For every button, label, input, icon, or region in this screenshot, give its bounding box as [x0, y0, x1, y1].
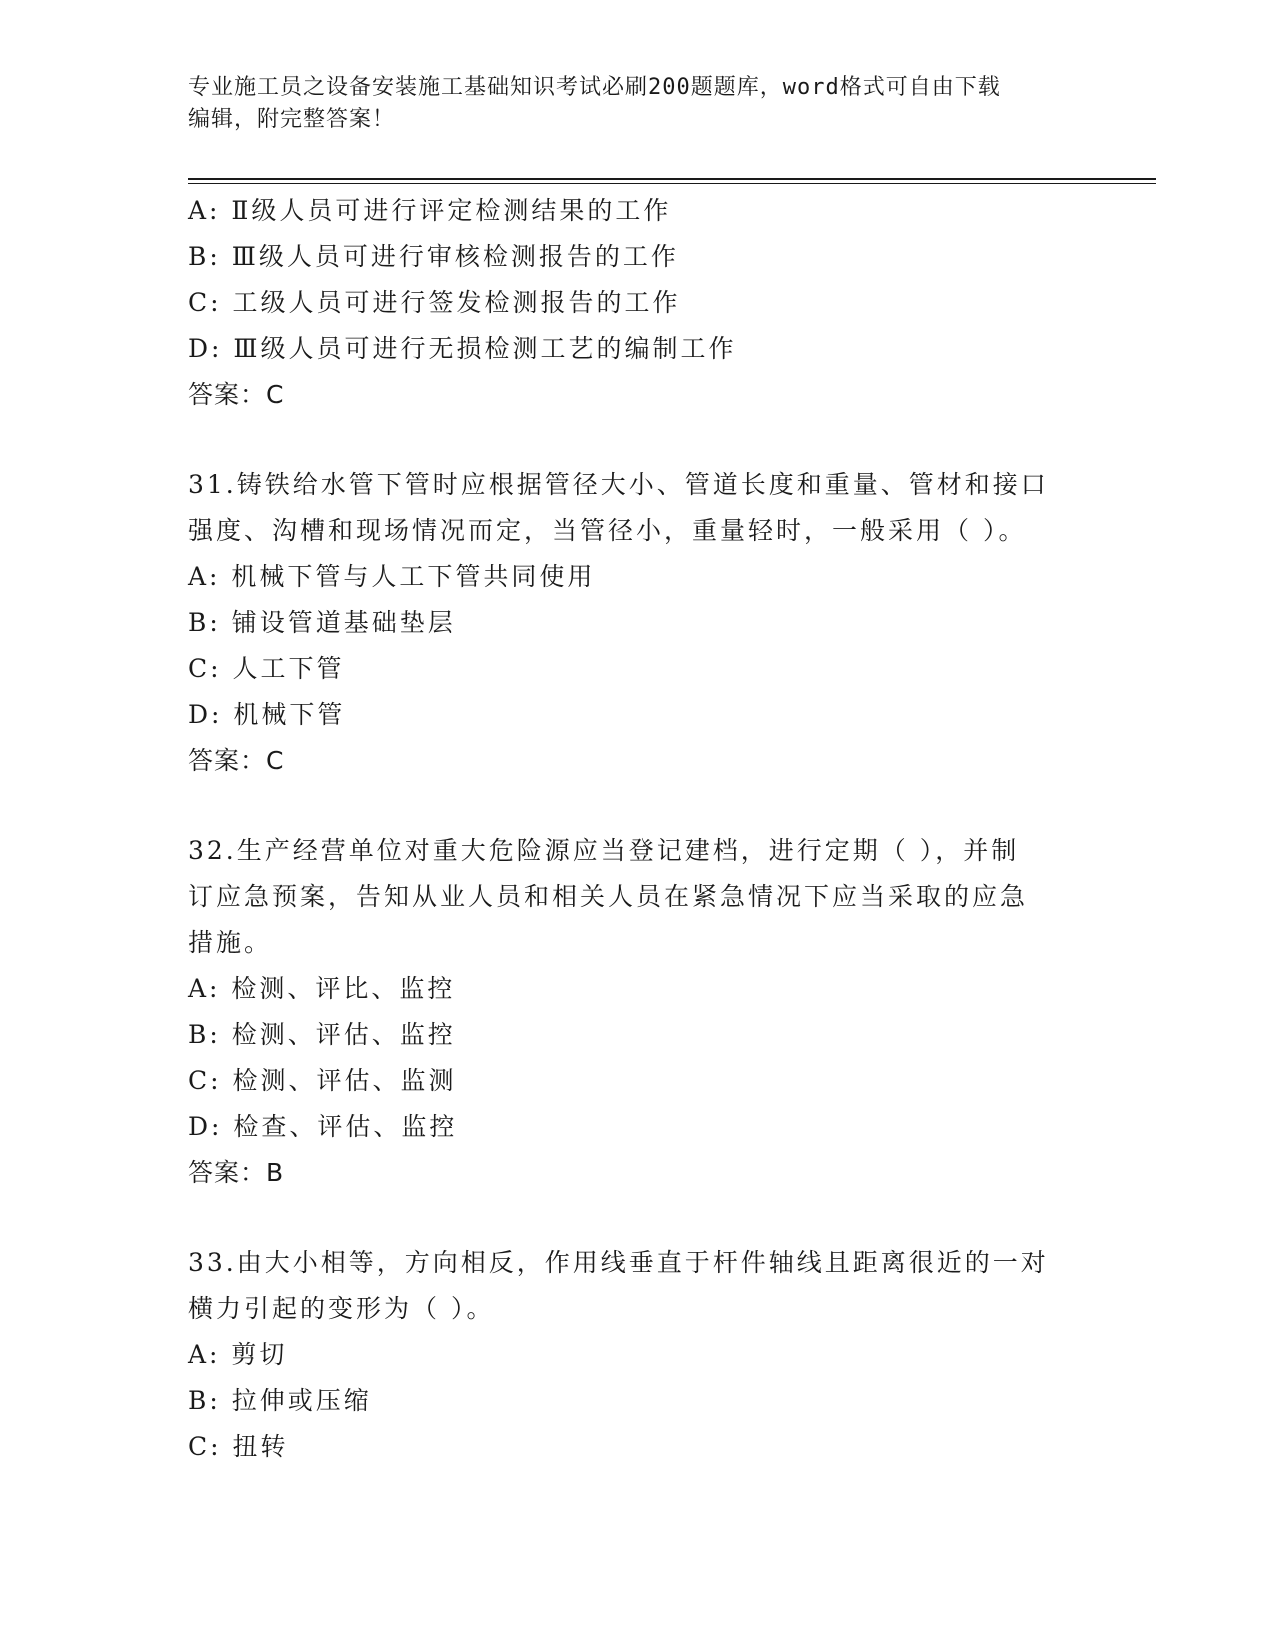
- answer-line: 答案：B: [188, 1158, 285, 1187]
- question-33: [188, 1240, 1088, 1470]
- question-text-line: 33.由大小相等，方向相反，作用线垂直于杆件轴线且距离很近的一对: [188, 1248, 1049, 1277]
- option-b: B: 铺设管道基础垫层: [188, 608, 456, 637]
- header-title-line-1: 专业施工员之设备安装施工基础知识考试必刷200题题库，word格式可自由下载: [188, 75, 1001, 100]
- option-c: C: 扭转: [188, 1432, 289, 1461]
- spacer: [188, 418, 1088, 462]
- question-text-line: 31.铸铁给水管下管时应根据管径大小、管道长度和重量、管材和接口: [188, 470, 1049, 499]
- question-text-line: 订应急预案，告知从业人员和相关人员在紧急情况下应当采取的应急: [188, 882, 1029, 911]
- document-header: [188, 72, 1088, 136]
- option-d: D: 机械下管: [188, 700, 346, 729]
- spacer: [188, 784, 1088, 828]
- answer-line: 答案：C: [188, 380, 285, 409]
- option-a: A: Ⅱ级人员可进行评定检测结果的工作: [188, 196, 672, 225]
- option-c: C: 工级人员可进行签发检测报告的工作: [188, 288, 681, 317]
- document-body: [188, 188, 1088, 1470]
- question-30: [188, 188, 1088, 418]
- question-31: [188, 462, 1088, 784]
- header-divider-thin: [188, 183, 1156, 184]
- question-32: [188, 828, 1088, 1196]
- option-d: D: 检查、评估、监控: [188, 1112, 458, 1141]
- header-divider-thick: [188, 178, 1156, 180]
- option-d: D: Ⅲ级人员可进行无损检测工艺的编制工作: [188, 334, 737, 363]
- spacer: [188, 1196, 1088, 1240]
- option-a: A: 检测、评比、监控: [188, 974, 456, 1003]
- question-text-line: 措施。: [188, 928, 273, 957]
- option-b: B: Ⅲ级人员可进行审核检测报告的工作: [188, 242, 679, 271]
- question-text-line: 32.生产经营单位对重大危险源应当登记建档，进行定期（ ），并制: [188, 836, 1020, 865]
- option-b: B: 拉伸或压缩: [188, 1386, 372, 1415]
- answer-line: 答案：C: [188, 746, 285, 775]
- option-b: B: 检测、评估、监控: [188, 1020, 456, 1049]
- option-c: C: 人工下管: [188, 654, 345, 683]
- question-text-line: 横力引起的变形为（ ）。: [188, 1294, 495, 1323]
- option-a: A: 机械下管与人工下管共同使用: [188, 562, 596, 591]
- option-c: C: 检测、评估、监测: [188, 1066, 457, 1095]
- header-title-line-2: 编辑，附完整答案！: [188, 107, 396, 132]
- question-text-line: 强度、沟槽和现场情况而定，当管径小，重量轻时，一般采用（ ）。: [188, 516, 1027, 545]
- option-a: A: 剪切: [188, 1340, 288, 1369]
